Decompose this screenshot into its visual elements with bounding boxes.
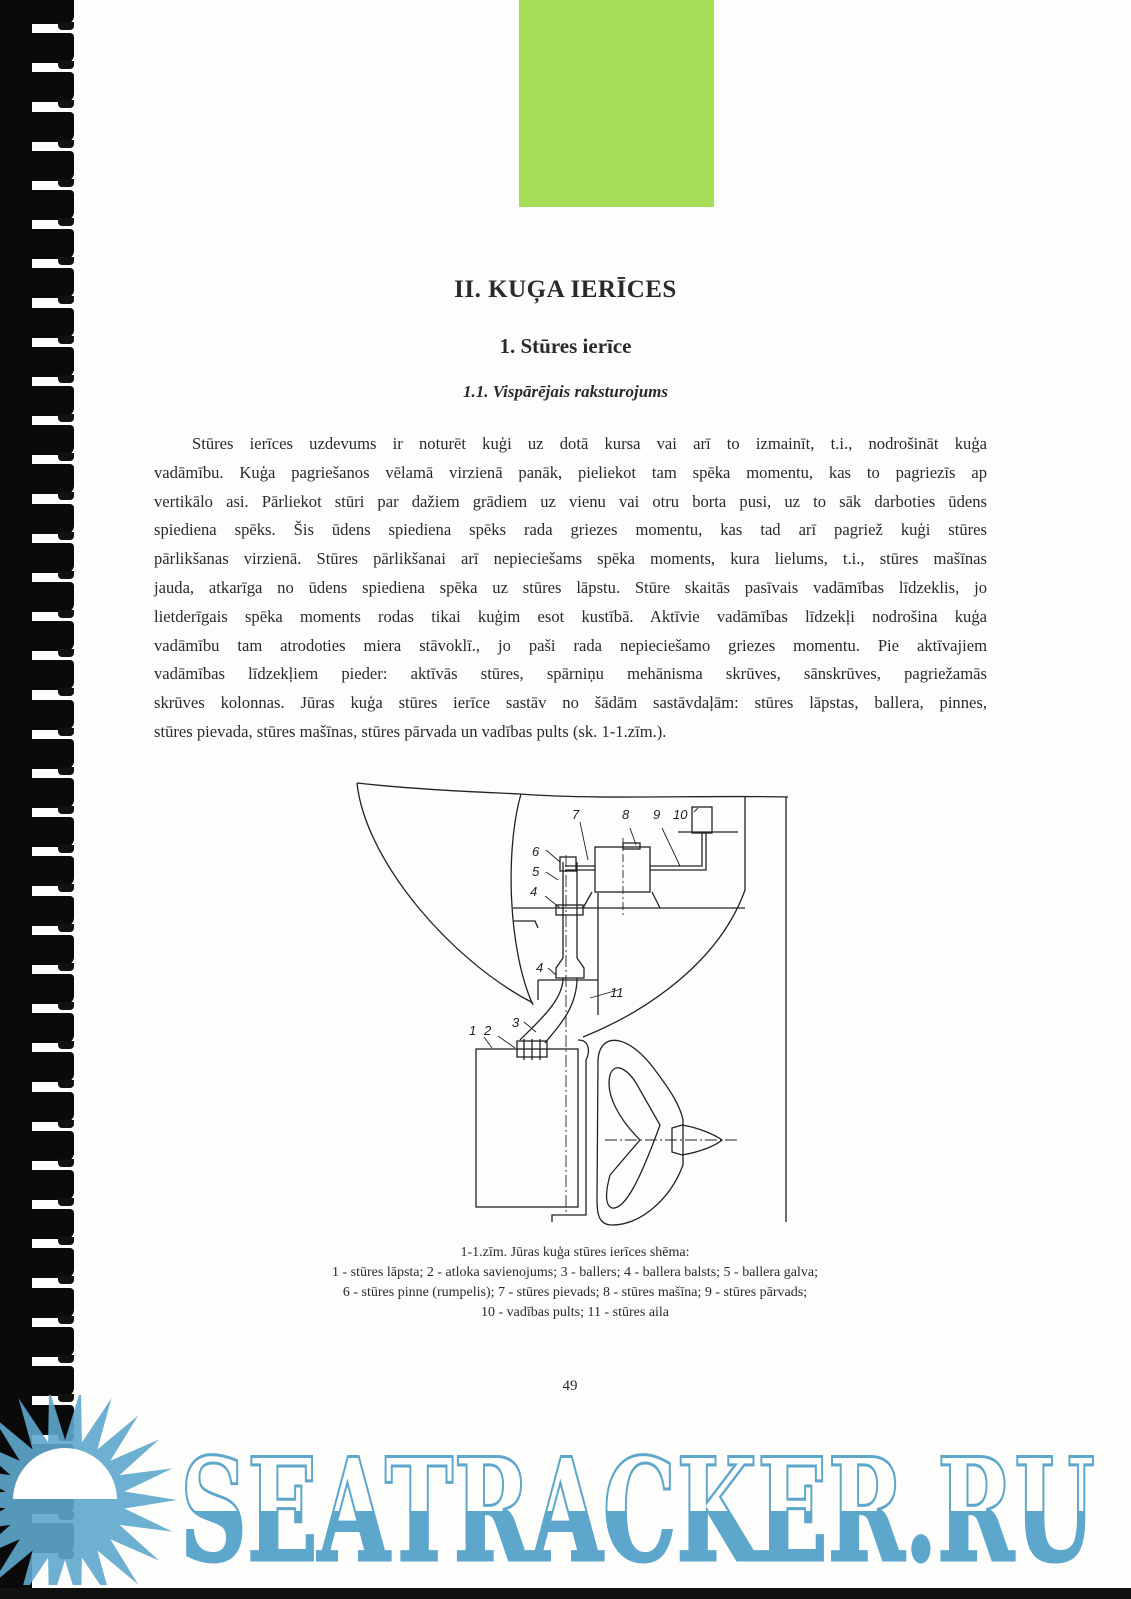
binding-ring (0, 856, 74, 886)
subsection-heading: 1.1. Vispārējais raksturojums (462, 382, 668, 401)
paragraph-line: stūres pievada, stūres mašīnas, stūres pārvada un vadības pults (sk. 1-1.zīm.). (154, 721, 667, 741)
caption-line: 1 - stūres lāpsta; 2 - atloka savienojums; 3 - ballers; 4 - ballera balsts; 5 - ballera galva; (332, 1265, 818, 1280)
paragraph-line: vadāmību. Kuģa pagriešanos vēlamā virzienā panāk, pieliekot tam spēka momentu, kas to pagriezīs ap (154, 462, 987, 482)
steering-gear-diagram (340, 760, 800, 1240)
binding-ring (0, 1013, 74, 1043)
section-heading: 1. Stūres ierīce (499, 334, 632, 358)
label-3: 3 (512, 1015, 520, 1030)
binding-ring (0, 582, 74, 612)
rudder-blade (476, 1040, 588, 1222)
page-number: 49 (562, 1378, 578, 1394)
binding-ring (0, 935, 74, 965)
binding-ring (0, 0, 74, 24)
caption-title: 1-1.zīm. Jūras kuģa stūres ierīces shēma: (460, 1245, 690, 1260)
label-9: 9 (653, 807, 661, 822)
binding-ring (0, 504, 74, 534)
binding-ring (0, 112, 74, 142)
label-4-lower: 4 (536, 960, 544, 975)
label-5: 5 (532, 864, 540, 879)
binding-ring (0, 33, 74, 63)
sticky-note (519, 0, 714, 207)
label-2: 2 (484, 1023, 492, 1038)
binding-ring (0, 1170, 74, 1200)
chapter-heading: II. KUĢA IERĪCES (454, 276, 677, 303)
binding-ring (0, 739, 74, 769)
binding-ring (0, 1052, 74, 1082)
figure-caption (0, 1243, 1131, 1323)
paragraph-line: vadāmību tam atrodoties miera stāvoklī., jo paši rada nepieciešamo griezes momentu. Pie aktīvajiem (154, 635, 987, 655)
binding-ring (0, 464, 74, 494)
binding-ring (0, 190, 74, 220)
binding-ring (0, 543, 74, 573)
caption-line: 10 - vadības pults; 11 - stūres aila (480, 1305, 670, 1320)
binding-ring (0, 817, 74, 847)
binding-ring (0, 778, 74, 808)
paragraph-line: lietderīgais spēka moments rodas tikai kuģim esot kustībā. Aktīvie vadāmības līdzekļi nodrošina kuģa (154, 606, 987, 626)
scan-edge (0, 1588, 1131, 1599)
binding-ring (0, 425, 74, 455)
propeller-nozzle (597, 1040, 740, 1225)
binding-ring (0, 621, 74, 651)
paragraph-line: skrūves kolonnas. Jūras kuģa stūres ierīce sastāv no šādām sastāvdaļām: stūres lāpstas, ballera, pinnes, (154, 693, 987, 713)
binding-ring (0, 72, 74, 102)
binding-ring (0, 1131, 74, 1161)
paragraph-line: vertikālo asi. Pārliekot stūri par dažiem grādiem uz vienu vai otru borta pusi, uz to sāk darboties ūdens (154, 491, 987, 511)
watermark-text: SEATRACKER.RU (180, 1428, 1095, 1585)
binding-ring (0, 660, 74, 690)
rudder-trunk (538, 893, 598, 1015)
leader-lines (484, 808, 698, 1048)
binding-ring (0, 974, 74, 1004)
label-6: 6 (532, 844, 540, 859)
binding-ring (0, 1092, 74, 1122)
paragraph-line: pārlikšanas virzienā. Stūres pārlikšanai arī nepieciešams spēka moments, kura lielums, t.i., stūres mašīnas (154, 549, 987, 569)
label-7: 7 (572, 807, 580, 822)
paragraph-line: jauda, atkarīga no ūdens spiediena spēka uz stūres lāpstu. Stūre skaitās pasīvais vadāmības līdzeklis, jo (154, 577, 987, 597)
diagram-labels (469, 807, 688, 1038)
binding-ring (0, 896, 74, 926)
label-4: 4 (530, 884, 538, 899)
steering-machine (565, 807, 738, 915)
binding-ring (0, 1366, 74, 1396)
label-10: 10 (673, 807, 688, 822)
paragraph-line: spiediena spēks. Šis ūdens spiediena spēks rada griezes momentu, kas tad arī pagriež kuģi stūres (154, 520, 987, 540)
label-8: 8 (622, 807, 630, 822)
watermark (0, 1395, 1131, 1585)
caption-line: 6 - stūres pinne (rumpelis); 7 - stūres pievads; 8 - stūres mašīna; 9 - stūres pārvads; (342, 1285, 808, 1300)
label-11: 11 (610, 985, 624, 1000)
paragraph-line: vadāmības līdzekļiem pieder: aktīvās stūres, spārniņu mehānisma skrūves, sānskrūves, pagriežamās (154, 664, 987, 684)
label-1: 1 (469, 1023, 477, 1038)
binding-ring (0, 1327, 74, 1357)
binding-ring (0, 229, 74, 259)
binding-ring (0, 700, 74, 730)
body-paragraph (154, 430, 987, 747)
paragraph-line: Stūres ierīces uzdevums ir noturēt kuģi uz dotā kursa vai arī to izmainīt, t.i., nodrošināt kuģa (192, 434, 987, 453)
binding-ring (0, 1209, 74, 1239)
binding-ring (0, 151, 74, 181)
